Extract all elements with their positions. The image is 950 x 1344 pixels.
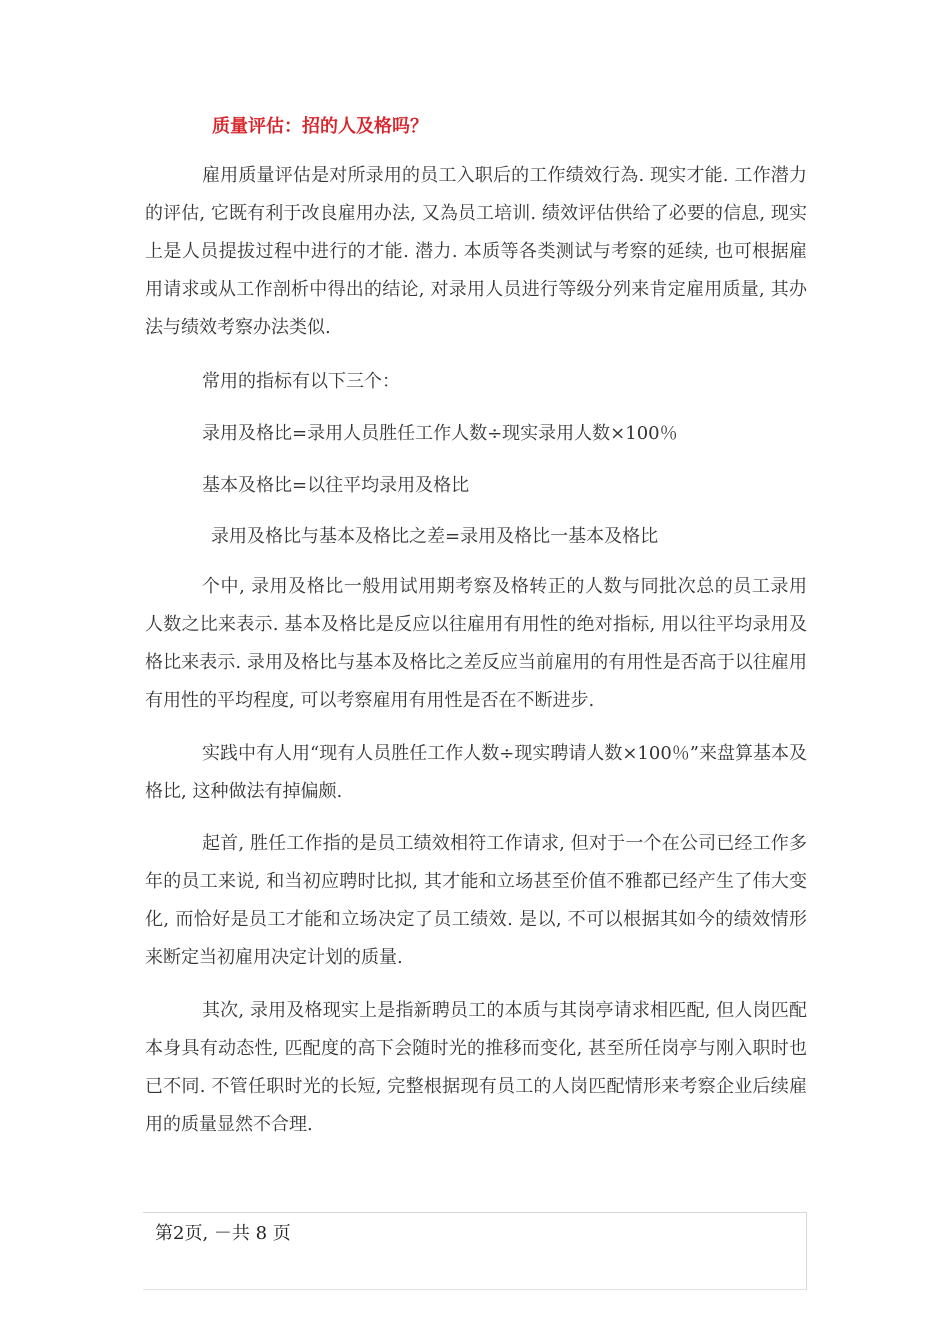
formula-base-pass-ratio: 基本及格比=以往平均录用及格比 <box>202 475 470 496</box>
paragraph-intro: 雇用质量评估是对所录用的员工入职后的工作绩效行為. 现实才能. 工作潜力的评估, 它既有利于改良雇用办法, 又為员工培训. 绩效评估供给了必要的信息, 现实上是人员提拔过程中进行的才能. 潜力. 本质等各类测试与考察的延续, 也可根据雇用请求或从工作剖析中得出的结论, 对录用人员进行等级分列来肯定雇用质量, 其办法与绩效考察办法类似. <box>145 165 807 338</box>
paragraph-second-reason: 其次, 录用及格现实上是指新聘员工的本质与其岗亭请求相匹配, 但人岗匹配本身具有动态性, 匹配度的高下会随时光的推移而变化, 甚至所任岗亭与刚入职时也已不同. 不管任职时光的长短, 完整根据现有员工的人岗匹配情形来考察企业后续雇用的质量显然不合理. <box>145 1000 807 1135</box>
page-number: 第2页, －共 8 页 <box>155 1223 291 1244</box>
paragraph-explanation: 个中, 录用及格比一般用试用期考察及格转正的人数与同批次总的员工录用人数之比来表示. 基本及格比是反应以往雇用有用性的绝对指标, 用以往平均录用及格比来表示. 录用及格比与基本及格比之差反应当前雇用的有用性是否高于以往雇用有用性的平均程度, 可以考察雇用有用性是否在不断进步. <box>145 576 807 711</box>
page-footer <box>143 1212 807 1290</box>
formula-hire-pass-ratio: 录用及格比=录用人员胜任工作人数÷现实录用人数×100％ <box>202 423 678 444</box>
paragraph-indicators-intro: 常用的指标有以下三个： <box>202 371 400 392</box>
section-heading: 质量评估：招的人及格吗？ <box>212 116 428 137</box>
formula-ratio-difference: 录用及格比与基本及格比之差=录用及格比一基本及格比 <box>211 526 659 547</box>
paragraph-practice-note: 实践中有人用“现有人员胜任工作人数÷现实聘请人数×100％”来盘算基本及格比, 这种做法有掉偏颇. <box>145 743 807 802</box>
paragraph-first-reason: 起首, 胜任工作指的是员工绩效相符工作请求, 但对于一个在公司已经工作多年的员工来说, 和当初应聘时比拟, 其才能和立场甚至价值不雅都已经产生了伟大变化, 而恰好是员工才能和立场决定了员工绩效. 是以, 不可以根据其如今的绩效情形来断定当初雇用决定计划的质量. <box>145 833 807 968</box>
